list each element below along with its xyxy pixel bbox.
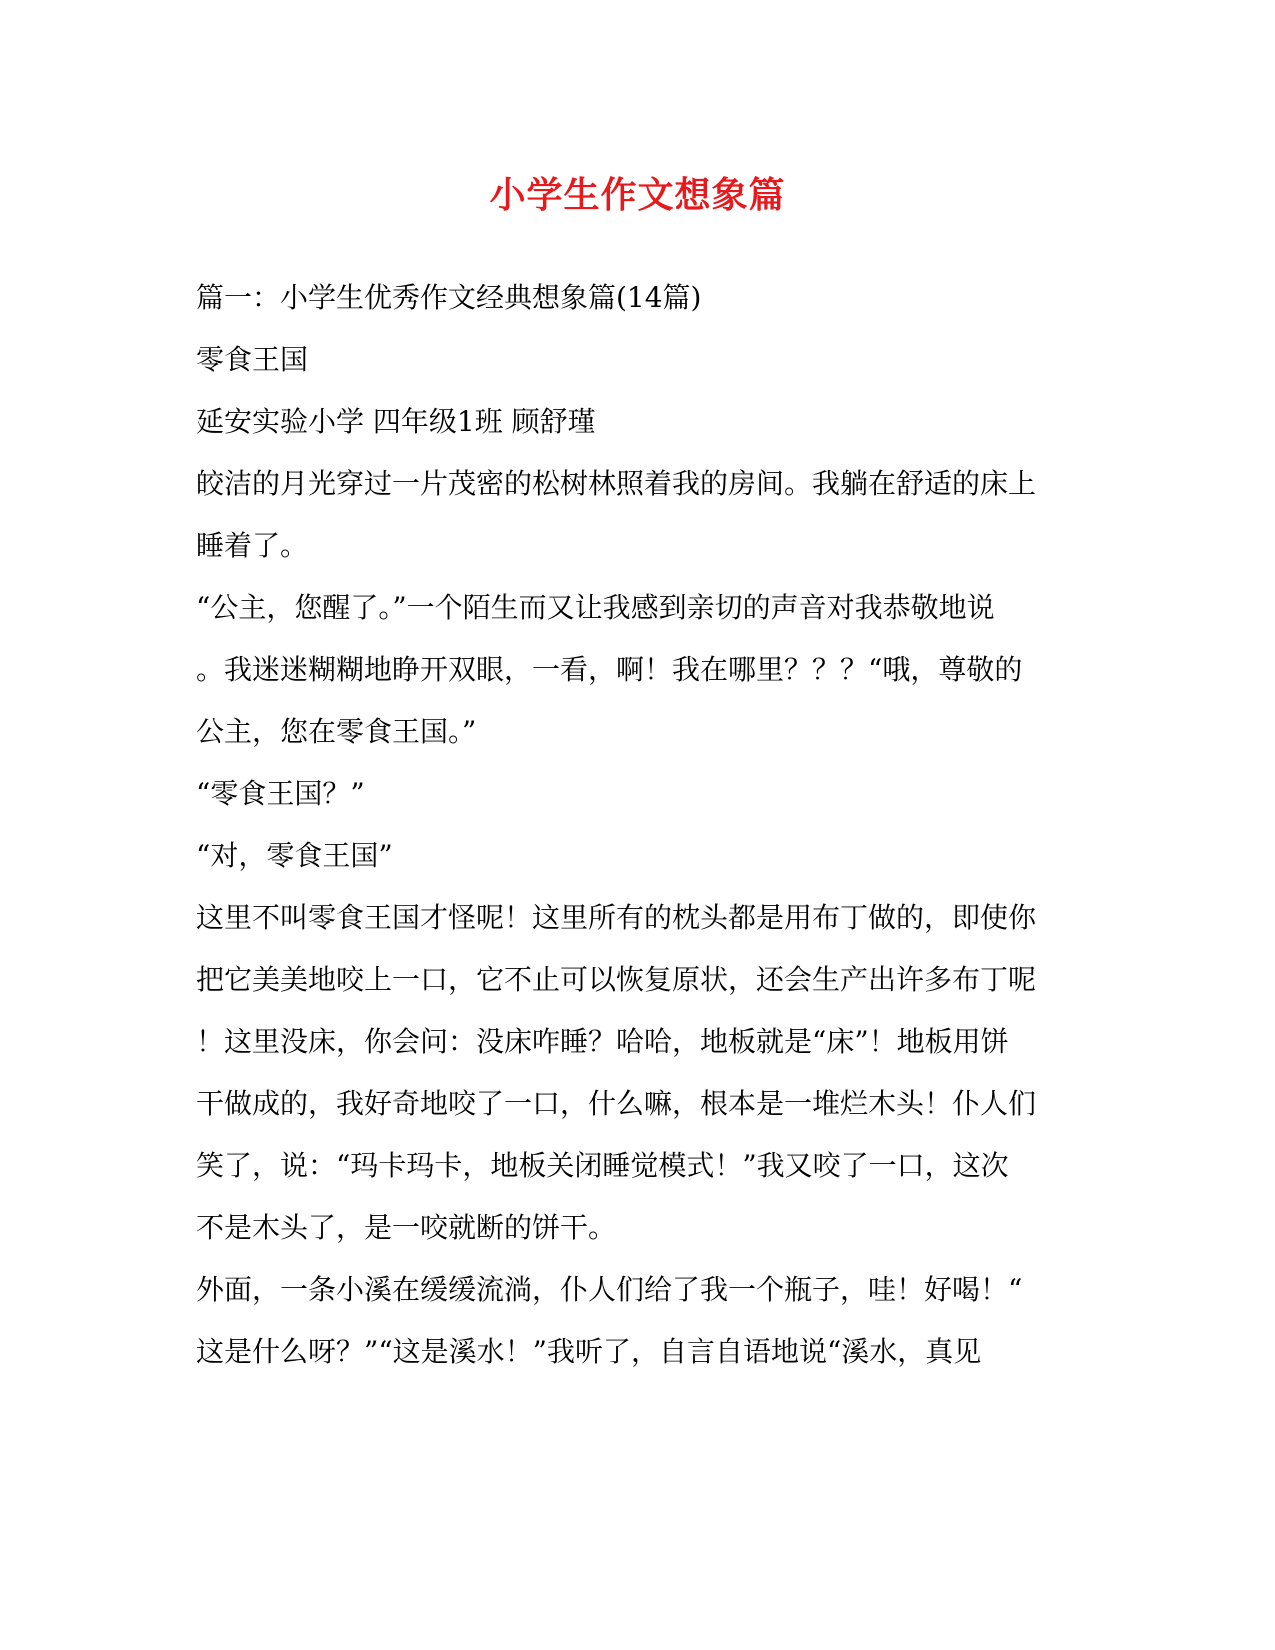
body-line: 皎洁的月光穿过一片茂密的松树林照着我的房间。我躺在舒适的床上 xyxy=(196,467,1037,500)
body-line: “对，零食王国” xyxy=(196,839,393,872)
body-line: 这里不叫零食王国才怪呢！这里所有的枕头都是用布丁做的，即使你 xyxy=(196,901,1037,934)
body-line: 。我迷迷糊糊地睁开双眼，一看，啊！我在哪里？？？“哦，尊敬的 xyxy=(196,653,1023,686)
body-line: 公主，您在零食王国。” xyxy=(196,715,477,748)
body-line: 外面，一条小溪在缓缓流淌，仆人们给了我一个瓶子，哇！好喝！“ xyxy=(196,1273,1023,1306)
body-line: “公主，您醒了。”一个陌生而又让我感到亲切的声音对我恭敬地说 xyxy=(196,591,995,624)
document-title: 小学生作文想象篇 xyxy=(489,174,786,216)
author-line: 延安实验小学 四年级1班 顾舒瑾 xyxy=(196,405,596,438)
body-line: “零食王国？” xyxy=(196,777,365,810)
body-line: 笑了，说：“玛卡玛卡，地板关闭睡觉模式！”我又咬了一口，这次 xyxy=(196,1149,1009,1182)
body-line: 不是木头了，是一咬就断的饼干。 xyxy=(196,1211,617,1244)
body-line: 把它美美地咬上一口，它不止可以恢复原状，还会生产出许多布丁呢 xyxy=(196,963,1037,996)
section-heading: 篇一：小学生优秀作文经典想象篇(14篇) xyxy=(196,281,702,314)
body-line: ！这里没床，你会问：没床咋睡？哈哈，地板就是“床”！地板用饼 xyxy=(196,1025,1009,1058)
body-line: 干做成的，我好奇地咬了一口，什么嘛，根本是一堆烂木头！仆人们 xyxy=(196,1087,1037,1120)
essay-title: 零食王国 xyxy=(196,343,309,376)
body-line: 睡着了。 xyxy=(196,529,309,562)
body-line: 这是什么呀？”“这是溪水！”我听了，自言自语地说“溪水，真见 xyxy=(196,1335,982,1368)
